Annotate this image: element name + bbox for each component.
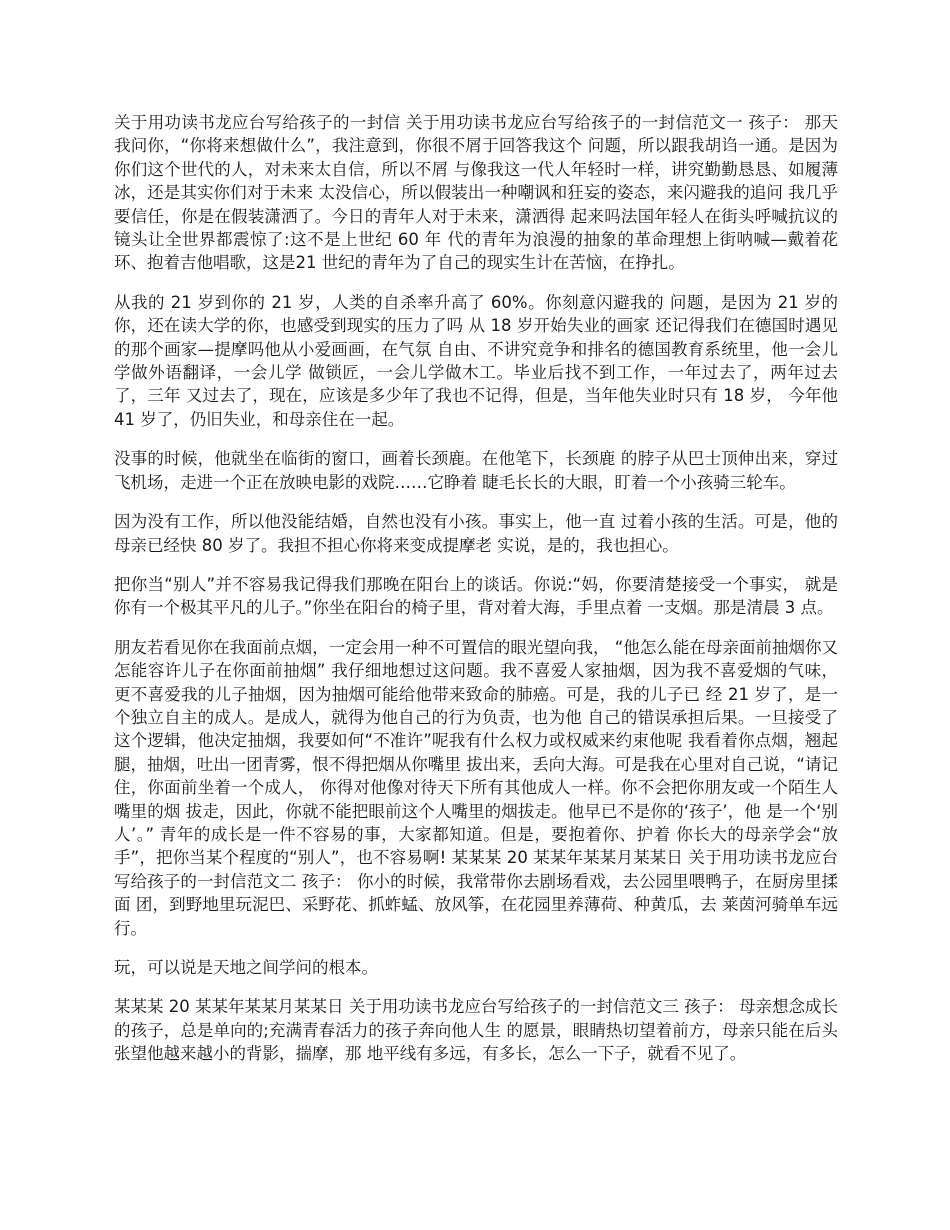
paragraph-3: 没事的时候，他就坐在临街的窗口，画着长颈鹿。在他笔下，长颈鹿 的脖子从巴士顶伸出来，穿过飞机场，走进一个正在放映电影的戏院……它睁着 睫毛长长的大眼，盯着一个小孩骑三轮车。	[114, 449, 838, 492]
paragraph-5: 把你当“别人”并不容易我记得我们那晚在阳台上的谈话。你说:“妈，你要清楚接受一个事实， 就是你有一个极其平凡的儿子。”你坐在阳台的椅子里，背对着大海，手里点着 一支烟。那是清晨 3 点。	[114, 574, 838, 618]
paragraph-2: 从我的 21 岁到你的 21 岁，人类的自杀率升高了 60%。你刻意闪避我的 问题，是因为 21 岁的你，还在读大学的你，也感受到现实的压力了吗 从 18 岁开始失业的画家 还记得我们在德国时遇见的那个画家—提摩吗他从小爱画画，在气氛 自由、不讲究竞争和排名的德国教育系统里，他一会儿学做外语翻译，一会儿学 做锁匠，一会儿学做木工。毕业后找不到工作，一年过去了，两年过去了，三年 又过去了，现在，应该是多少年了我也不记得，但是，当年他失业时只有 18 岁， 今年他 41 岁了，仍旧失业，和母亲住在一起。	[114, 292, 838, 429]
paragraph-8: 某某某 20 某某年某某月某某日 关于用功读书龙应台写给孩子的一封信范文三 孩子： 母亲想念成长的孩子，总是单向的;充满青春活力的孩子奔向他人生 的愿景，眼睛热切望着前方，母亲只能在后头张望他越来越小的背影，揣摩，那 地平线有多远，有多长，怎么一下子，就看不见了。	[114, 997, 838, 1064]
paragraph-6: 朋友若看见你在我面前点烟，一定会用一种不可置信的眼光望向我， “他怎么能在母亲面前抽烟你又怎能容许儿子在你面前抽烟” 我仔细地想过这问题。我不喜爱人家抽烟，因为我不喜爱烟的气味， 更不喜爱我的儿子抽烟，因为抽烟可能给他带来致命的肺癌。可是，我的儿子已 经 21 岁了，是一个独立自主的成人。是成人，就得为他自己的行为负责，也为他 自己的错误承担后果。一旦接受了这个逻辑，他决定抽烟，我要如何“不准许”呢我有什么权力或权威来约束他呢 我看着你点烟，翘起腿，抽烟，吐出一团青雾，恨不得把烟从你嘴里 拔出来，丢向大海。可是我在心里对自己说，“请记住，你面前坐着一个成人， 你得对他像对待天下所有其他成人一样。你不会把你朋友或一个陌生人嘴里的烟 拔走，因此，你就不能把眼前这个人嘴里的烟拔走。他早已不是你的‘孩子’，他 是一个‘别人’。” 青年的成长是一件不容易的事，大家都知道。但是，要抱着你、护着 你长大的母亲学会“放手”，把你当某个程度的“别人”，也不容易啊! 某某某 20 某某年某某月某某日 关于用功读书龙应台写给孩子的一封信范文二 孩子： 你小的时候，我常带你去剧场看戏，去公园里喂鸭子，在厨房里揉面 团，到野地里玩泥巴、采野花、抓蚱蜢、放风筝，在花园里养薄荷、种黄瓜，去 莱茵河骑单车远行。	[114, 637, 838, 938]
letter-body	[114, 111, 838, 1082]
paragraph-4: 因为没有工作，所以他没能结婚，自然也没有小孩。事实上，他一直 过着小孩的生活。可是，他的母亲已经快 80 岁了。我担不担心你将来变成提摩老 实说，是的，我也担心。	[114, 512, 838, 555]
paragraph-7: 玩，可以说是天地之间学问的根本。	[114, 958, 378, 977]
paragraph-1: 关于用功读书龙应台写给孩子的一封信 关于用功读书龙应台写给孩子的一封信范文一 孩子： 那天我问你，“你将来想做什么”，我注意到，你很不屑于回答我这个 问题，所以跟我胡诌一通。是因为你们这个世代的人，对未来太自信，所以不屑 与像我这一代人年轻时一样，讲究勤勤恳恳、如履薄冰，还是其实你们对于未来 太没信心，所以假装出一种嘲讽和狂妄的姿态，来闪避我的追问 我几乎要信任，你是在假装潇洒了。今日的青年人对于未来，潇洒得 起来吗法国年轻人在街头呼喊抗议的镜头让全世界都震惊了:这不是上世纪 60 年 代的青年为浪漫的抽象的革命理想上街呐喊—戴着花环、抱着吉他唱歌，这是21 世纪的青年为了自己的现实生计在苦恼，在挣扎。	[114, 113, 838, 273]
